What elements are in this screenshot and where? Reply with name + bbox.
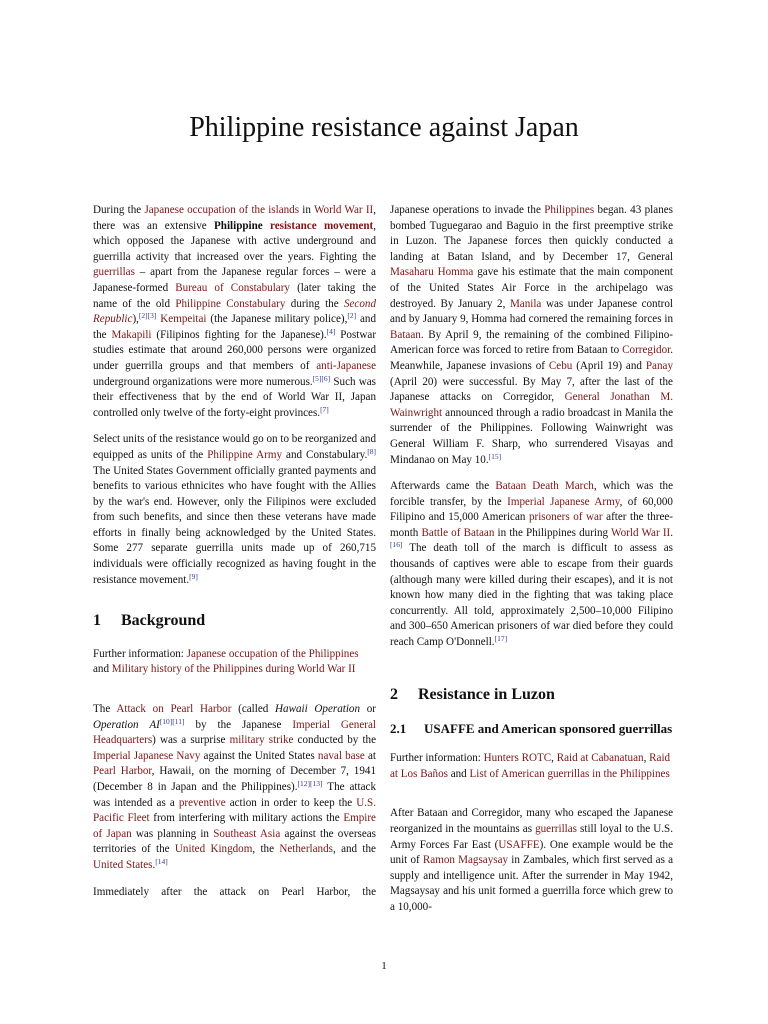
link-raid-los-banos[interactable]: Raid at Los Baños	[390, 752, 671, 780]
link-bataan-death-march[interactable]: Bataan Death March	[495, 480, 594, 493]
link-world-war-ii[interactable]: World War II	[313, 204, 374, 216]
section-heading-background: 1 Background	[93, 612, 206, 630]
link-anti-japanese[interactable]: anti-Japanese	[316, 359, 376, 372]
citation[interactable]: [2][3]	[138, 311, 157, 321]
citation[interactable]: [12][13]	[297, 779, 323, 788]
background-paragraph-3: Afterwards came the Bataan Death March, which was the forcible transfer, by the Imperial Japanese Army, of 60,000 Filipino and 15,000 American prisoners of war after the three-month Battle of Bataan in the Philippines during World War II.[16] The death toll of the march is difficult to assess as thousands of captives were able to escape from their guards (although many were killed during their escapes), and it is not known how many died in the fighting that was taking place concurrently. All told, approximately 2,500–10,000 Filipino and 300–650 American prisoners of war died before they could reach Camp O'Donnell.[17]	[390, 480, 674, 649]
section-heading-resistance-luzon: 2 Resistance in Luzon	[390, 685, 555, 703]
link-military-history[interactable]: Military history of the Philippines during World War II	[111, 663, 356, 676]
link-manila[interactable]: Manila	[509, 297, 542, 310]
link-wainwright[interactable]: General Jonathan M. Wainwright	[390, 391, 673, 419]
citation[interactable]: [17]	[494, 634, 508, 644]
intro-paragraph-2: Select units of the resistance would go on to be reorganized and equipped as units of the Philippine Army and Constabulary.[8] The United States Government officially granted payments and benefits to various ethnicites who have fought with the Allies by the war's end. However, only the Filipinos were excluded from such benefits, and since then these veterans have made efforts in finally being acknowledged by the United States. Some 277 separate guerrilla units made up of 260,715 individuals were officially recognized as having fought in the resistance movement.[9]	[93, 433, 377, 586]
link-imperial-japanese-army[interactable]: Imperial Japanese Army	[507, 495, 620, 508]
link-japanese-occupation-philippines[interactable]: Japanese occupation of the Philippines	[186, 647, 359, 660]
citation[interactable]: [2]	[347, 311, 357, 321]
intro-paragraph-1: During the Japanese occupation of the islands in World War II, there was an extensive Philippine resistance movement, which opposed the Japanese with active underground and guerrilla activity that increased over the years. Fighting the guerrillas – apart from the Japanese regular forces – were a Japanese-formed Bureau of Constabulary (later taking the name of the old Philippine Constabulary during the Second Republic),[2][3] Kempeitai (the Japanese military police),[2] and the Makapili (Filipinos fighting for the Japanese).[4] Postwar studies estimate that around 260,000 persons were organized under guerrilla groups and that members of anti-Japanese underground organizations were more numerous.[5][6] Such was their effectiveness that by the end of World War II, Japan controlled only twelve of the forty-eight provinces.[7]	[93, 204, 377, 419]
link-japanese-occupation[interactable]: Japanese occupation of the islands	[144, 204, 300, 216]
link-united-kingdom[interactable]: United Kingdom	[174, 843, 253, 856]
citation[interactable]: [8]	[367, 446, 377, 456]
right-column	[390, 203, 673, 927]
page-title: Philippine resistance against Japan	[189, 112, 579, 143]
citation[interactable]: [16]	[390, 540, 403, 550]
link-corregidor[interactable]: Corregidor	[622, 344, 671, 357]
left-column	[93, 203, 376, 911]
link-american-guerrillas[interactable]: List of American guerrillas in the Philippines	[469, 767, 670, 780]
citation[interactable]: [9]	[189, 571, 198, 581]
citation[interactable]: [4]	[326, 326, 336, 336]
link-battle-of-bataan[interactable]: Battle of Bataan	[421, 526, 495, 539]
subsection-heading-usaffe: 2.1 USAFFE and American sponsored guerrillas	[390, 721, 673, 737]
link-world-war-ii-2[interactable]: World War II	[611, 526, 671, 539]
link-panay[interactable]: Panay	[645, 359, 673, 372]
link-southeast-asia[interactable]: Southeast Asia	[213, 827, 281, 840]
link-netherlands[interactable]: Netherlands	[279, 843, 333, 856]
link-cebu[interactable]: Cebu	[548, 359, 573, 372]
link-naval-base[interactable]: naval base	[317, 749, 365, 762]
citation[interactable]: [5][6]	[312, 373, 331, 383]
citation[interactable]: [14]	[155, 856, 168, 866]
link-attack-pearl-harbor[interactable]: Attack on Pearl Harbor	[116, 703, 232, 716]
link-masaharu-homma[interactable]: Masaharu Homma	[390, 266, 474, 279]
link-philippine-constabulary[interactable]: Philippine Constabulary	[175, 297, 286, 310]
background-paragraph-1: The Attack on Pearl Harbor (called Hawaii Operation or Operation AI[10][11] by the Japanese Imperial General Headquarters) was a surprise military strike conducted by the Imperial Japanese Navy against the United States naval base at Pearl Harbor, Hawaii, on the morning of December 7, 1941 (December 8 in Japan and the Philippines).[12][13] The attack was intended as a preventive action in order to keep the U.S. Pacific Fleet from interfering with military actions the Empire of Japan was planning in Southeast Asia against the overseas territories of the United Kingdom, the Netherlands, and the United States.[14]	[93, 703, 377, 871]
citation[interactable]: [10][11]	[159, 716, 185, 726]
link-pearl-harbor[interactable]: Pearl Harbor	[93, 765, 152, 778]
link-usaffe[interactable]: USAFFE	[498, 838, 540, 851]
page-number: 1	[381, 960, 387, 972]
background-paragraph-2-start: Immediately after the attack on Pearl Harbor, the	[93, 885, 376, 898]
further-information: Further information: Japanese occupation of the Philippines and Military history of the Philippines during World War II	[93, 647, 359, 676]
link-guerrillas[interactable]: guerrillas	[93, 266, 135, 279]
background-paragraph-2: Japanese operations to invade the Philippines began. 43 planes bombed Tuguegarao and Baguio in the first preemptive strike in Luzon. The Japanese forces then quickly conducted a landing at Batan Island, and by December 17, General Masaharu Homma gave his estimate that the main component of the United States Air Force in the archipelago was destroyed. By January 2, Manila was under Japanese control and by January 9, Homma had cornered the remaining forces in Bataan. By April 9, the remaining of the combined Filipino-American force was forced to retire from Bataan to Corregidor. Meanwhile, Japanese invasions of Cebu (April 19) and Panay (April 20) were successful. By May 7, after the last of the Japanese attacks on Corregidor, General Jonathan M. Wainwright announced through a radio broadcast in Manila the surrender of the Philippines. Following Wainwright was General William F. Sharp, who surrendered Visayas and Mindanao on May 10.[15]	[390, 204, 673, 466]
link-bataan[interactable]: Bataan	[390, 328, 421, 341]
further-information-2: Further information: Hunters ROTC, Raid at Cabanatuan, Raid at Los Baños and List of American guerrillas in the Philippines	[390, 752, 671, 780]
link-raid-cabanatuan[interactable]: Raid at Cabanatuan	[556, 752, 644, 765]
link-guerrillas-2[interactable]: guerrillas	[535, 823, 577, 835]
link-united-states[interactable]: United States	[93, 858, 153, 871]
link-us-pacific-fleet[interactable]: U.S. Pacific Fleet	[93, 796, 376, 825]
link-hunters-rotc[interactable]: Hunters ROTC	[483, 752, 552, 765]
citation[interactable]: [7]	[320, 404, 329, 414]
link-preventive[interactable]: preventive	[178, 796, 226, 809]
link-philippine-army[interactable]: Philippine Army	[207, 448, 283, 461]
link-makapili[interactable]: Makapili	[111, 328, 152, 341]
link-imperial-japanese-navy[interactable]: Imperial Japanese Navy	[93, 749, 201, 762]
link-kempeitai[interactable]: Kempeitai	[160, 313, 207, 326]
link-second-republic[interactable]: Second Republic	[93, 297, 376, 326]
link-military-strike[interactable]: military strike	[229, 734, 294, 747]
link-philippines[interactable]: Philippines	[544, 204, 595, 216]
link-imperial-general-hq[interactable]: Imperial General Headquarters	[93, 718, 376, 747]
usaffe-paragraph-1: After Bataan and Corregidor, many who escaped the Japanese reorganized in the mountains as guerrillas still loyal to the U.S. Army Forces Far East (USAFFE). One example would be the unit of Ramon Magsaysay in Zambales, which first served as a supply and intelligence unit. After the surrender in May 1942, Magsaysay and his unit formed a guerrilla force which grew to a 10,000-	[390, 807, 674, 913]
link-empire-of-japan[interactable]: Empire of Japan	[93, 812, 376, 840]
link-ramon-magsaysay[interactable]: Ramon Magsaysay	[422, 854, 509, 867]
link-prisoners-of-war[interactable]: prisoners of war	[528, 511, 603, 524]
link-bureau-of-constabulary[interactable]: Bureau of Constabulary	[175, 281, 290, 294]
link-resistance-movement[interactable]: resistance movement	[270, 219, 374, 232]
citation[interactable]: [15]	[488, 451, 502, 461]
